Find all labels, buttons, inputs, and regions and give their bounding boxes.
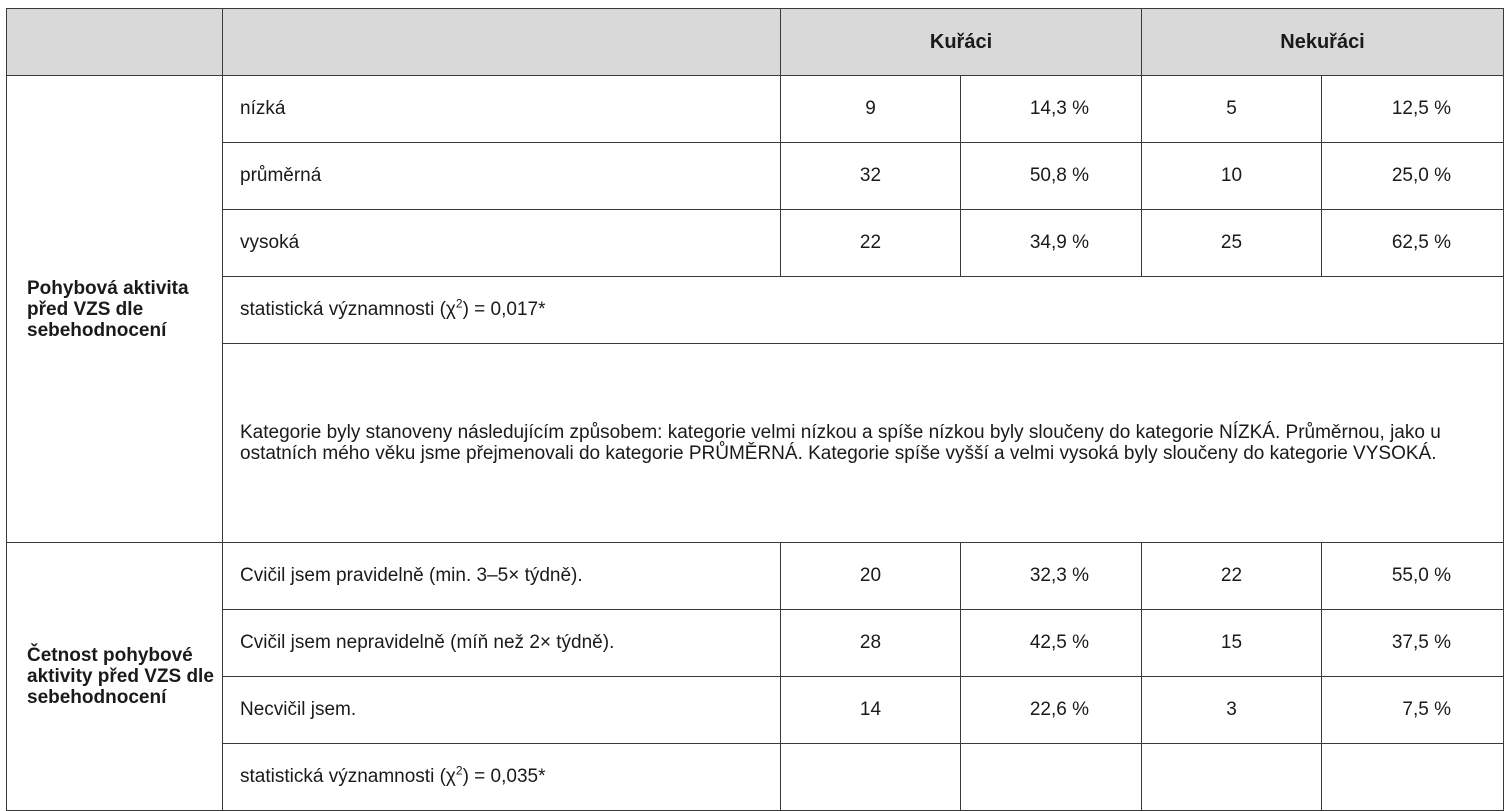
- kuraci-count: 32: [781, 143, 961, 210]
- kuraci-count: 28: [781, 610, 961, 677]
- table-row: [7, 543, 1504, 610]
- kuraci-percent: 50,8 %: [961, 143, 1142, 210]
- category-note: Kategorie byly stanoveny následujícím způsobem: kategorie velmi nízkou a spíše nízkou byly sloučeny do kategorie NÍZKÁ. Průměrnou, jako u ostatních mého věku jsme přejmenovali do kategorie PRŮMĚRNÁ. Kategorie spíše vyšší a velmi vysoká byly sloučeny do kategorie VYSOKÁ.: [223, 344, 1504, 543]
- empty-cell: [961, 744, 1142, 811]
- empty-cell: [1142, 744, 1322, 811]
- table-row: [7, 143, 1504, 210]
- row-label: průměrná: [223, 143, 781, 210]
- table-row-statistics: [7, 277, 1504, 344]
- table-row-note: [7, 344, 1504, 543]
- kuraci-percent: 34,9 %: [961, 210, 1142, 277]
- nekuraci-count: 5: [1142, 76, 1322, 143]
- nekuraci-percent: 25,0 %: [1322, 143, 1504, 210]
- top-cropped-caption-strip: [0, 0, 1508, 8]
- nekuraci-count: 22: [1142, 543, 1322, 610]
- nekuraci-percent: 12,5 %: [1322, 76, 1504, 143]
- row-label: Necvičil jsem.: [223, 677, 781, 744]
- nekuraci-percent: 55,0 %: [1322, 543, 1504, 610]
- stat-text-suffix: ) = 0,017*: [462, 299, 546, 320]
- table-row-statistics: [7, 744, 1504, 811]
- kuraci-count: 9: [781, 76, 961, 143]
- stat-superscript: 2: [455, 763, 463, 778]
- table-row: [7, 610, 1504, 677]
- row-label: Cvičil jsem nepravidelně (míň než 2× týdně).: [223, 610, 781, 677]
- data-table: [6, 8, 1504, 811]
- stat-text-prefix: statistická významnosti (χ: [240, 299, 456, 320]
- kuraci-percent: 42,5 %: [961, 610, 1142, 677]
- empty-cell: [781, 744, 961, 811]
- nekuraci-percent: 7,5 %: [1322, 677, 1504, 744]
- nekuraci-percent: 37,5 %: [1322, 610, 1504, 677]
- header-nekuraci: Nekuřáci: [1142, 9, 1504, 76]
- kuraci-count: 20: [781, 543, 961, 610]
- kuraci-percent: 22,6 %: [961, 677, 1142, 744]
- kuraci-percent: 14,3 %: [961, 76, 1142, 143]
- group-label-pohybova-aktivita: Pohybová aktivita před VZS dle sebehodnocení: [7, 76, 223, 543]
- table-row: [7, 76, 1504, 143]
- group-label-cetnost: Četnost pohybové aktivity před VZS dle sebehodnocení: [7, 543, 223, 811]
- stat-text-suffix: ) = 0,035*: [462, 766, 546, 787]
- row-label: nízká: [223, 76, 781, 143]
- kuraci-count: 22: [781, 210, 961, 277]
- table-row: [7, 210, 1504, 277]
- table-row: [7, 677, 1504, 744]
- header-empty-cell-1: [7, 9, 223, 76]
- nekuraci-percent: 62,5 %: [1322, 210, 1504, 277]
- header-empty-cell-2: [223, 9, 781, 76]
- row-label: vysoká: [223, 210, 781, 277]
- kuraci-count: 14: [781, 677, 961, 744]
- nekuraci-count: 25: [1142, 210, 1322, 277]
- nekuraci-count: 15: [1142, 610, 1322, 677]
- stat-superscript: 2: [455, 296, 463, 311]
- stat-text-prefix: statistická významnosti (χ: [240, 766, 456, 787]
- nekuraci-count: 3: [1142, 677, 1322, 744]
- empty-cell: [1322, 744, 1504, 811]
- kuraci-percent: 32,3 %: [961, 543, 1142, 610]
- statistics-cell: [223, 744, 781, 811]
- header-row: [7, 9, 1504, 76]
- header-kuraci: Kuřáci: [781, 9, 1142, 76]
- nekuraci-count: 10: [1142, 143, 1322, 210]
- statistics-cell: [223, 277, 1504, 344]
- row-label: Cvičil jsem pravidelně (min. 3–5× týdně).: [223, 543, 781, 610]
